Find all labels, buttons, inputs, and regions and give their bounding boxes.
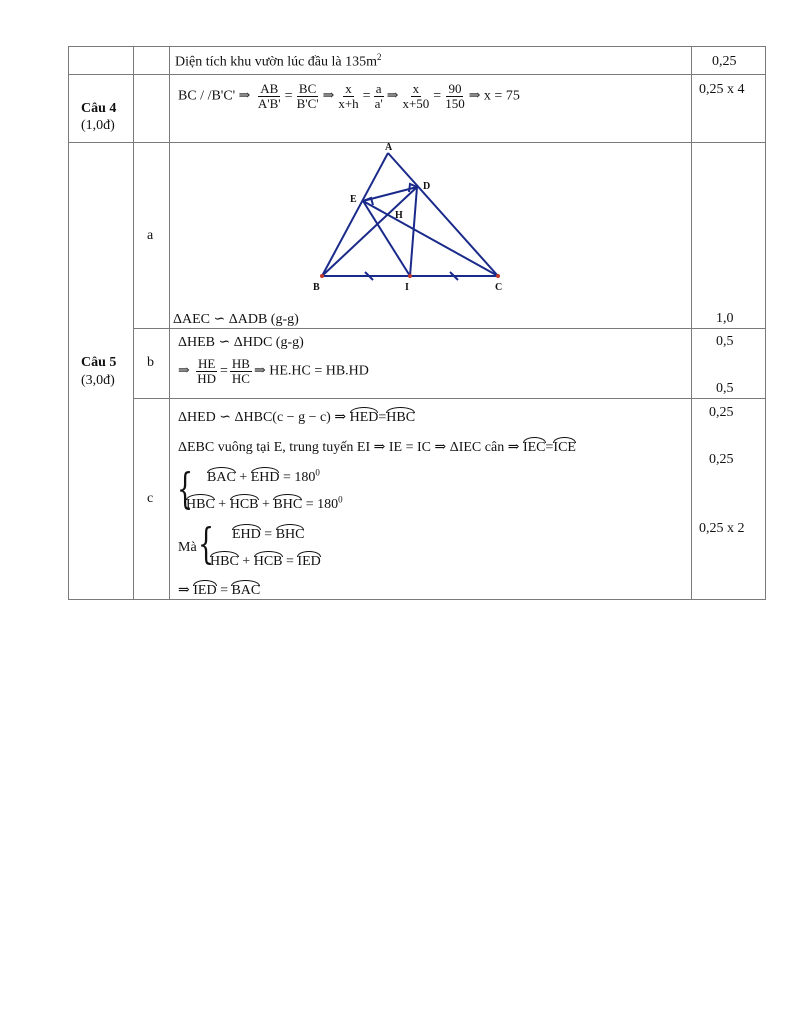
- angle-bac: BAC: [231, 580, 260, 599]
- angle-hcb: HCB: [230, 494, 259, 513]
- expr: = 180: [282, 470, 316, 485]
- eq-sign: =: [264, 527, 273, 542]
- part-c-line1: [178, 407, 415, 426]
- eq-sign: =: [286, 554, 294, 569]
- plus-sign: +: [262, 497, 270, 512]
- frac-a-a: [373, 82, 385, 111]
- angle-iec: IEC: [523, 437, 546, 456]
- frac-den: HD: [197, 371, 217, 386]
- frac-num: HB: [231, 356, 250, 371]
- score-question-4: 0,25 x 4: [699, 82, 745, 97]
- system-1-line1: [207, 467, 320, 486]
- frac-he-hd: [195, 357, 218, 386]
- eq-sign: =: [378, 410, 387, 425]
- part-c-line2: [178, 437, 576, 456]
- part-a-label: a: [147, 228, 154, 243]
- angle-ice: ICE: [553, 437, 576, 456]
- point-label-h: H: [395, 210, 403, 221]
- angle-hbc: HBC: [210, 551, 239, 570]
- eq-pre: BC / /B'C' ⇒: [178, 88, 251, 104]
- brace-system-2: {: [198, 519, 215, 568]
- system-2-line2: [210, 551, 321, 570]
- frac-den: 150: [445, 96, 465, 111]
- part-b-line1: ΔHEB ∽ ΔHDC (g-g): [178, 335, 304, 350]
- question-4-label: Câu 4: [81, 101, 117, 116]
- expr: ΔHED ∽ ΔHBC(c − g − c) ⇒: [178, 410, 347, 425]
- area-unit-sup: 2: [377, 52, 382, 62]
- frac-hb-hc: [230, 357, 252, 386]
- angle-ied: IED: [297, 551, 320, 570]
- point-label-d: D: [423, 181, 431, 192]
- table-border: [133, 46, 134, 600]
- score-part-c-2: 0,25: [709, 452, 734, 467]
- score-row1: 0,25: [712, 54, 737, 69]
- system-1-line2: [186, 494, 343, 513]
- angle-bhc: BHC: [276, 524, 305, 543]
- plus-sign: +: [239, 470, 248, 485]
- point-label-i: I: [405, 282, 409, 293]
- frac-num: a: [375, 81, 382, 96]
- eq-sign: =: [284, 88, 293, 104]
- table-border: [133, 398, 766, 399]
- frac-num: AB: [260, 81, 279, 96]
- eq-sign: =: [362, 88, 371, 104]
- plus-sign: +: [242, 554, 251, 569]
- angle-hbc: HBC: [186, 494, 215, 513]
- angle-hed: HED: [350, 407, 379, 426]
- angle-ehd: EHD: [232, 524, 261, 543]
- frac-den: HC: [231, 371, 250, 386]
- expr: ΔEBC vuông tại E, trung tuyến EI ⇒ IE = IC ⇒ ΔIEC cân ⇒: [178, 440, 520, 455]
- frac-num: HE: [197, 356, 216, 371]
- frac-x-x50: [400, 82, 431, 111]
- angle-ied: IED: [193, 580, 216, 599]
- frac-num: BC: [298, 81, 317, 96]
- table-border: [68, 46, 766, 47]
- table-border: [691, 46, 692, 600]
- score-part-b-2: 0,5: [716, 381, 734, 396]
- table-border: [169, 46, 170, 600]
- frac-num: x: [412, 81, 420, 96]
- angle-hcb: HCB: [254, 551, 283, 570]
- table-border: [68, 46, 69, 600]
- question-4-equation: [178, 82, 520, 111]
- implies-sign: ⇒: [178, 583, 190, 598]
- eq-tail: ⇒ x = 75: [468, 88, 520, 104]
- table-border: [68, 74, 766, 75]
- part-b-line2: [178, 357, 369, 386]
- row-area-text: [175, 52, 382, 71]
- frac-den: B'C': [296, 96, 319, 111]
- implies-sign: ⇒: [386, 88, 399, 104]
- table-border: [133, 328, 766, 329]
- plus-sign: +: [218, 497, 227, 512]
- question-4-points: (1,0đ): [81, 118, 115, 133]
- area-statement: Diện tích khu vườn lúc đầu là 135m: [175, 54, 378, 70]
- eq-sign: =: [220, 583, 228, 598]
- point-label-a: A: [385, 142, 393, 153]
- triangle-figure: [305, 140, 525, 300]
- brace-system-1: {: [177, 464, 194, 513]
- point-label-c: C: [495, 282, 503, 293]
- score-part-c-3: 0,25 x 2: [699, 521, 745, 536]
- score-part-c-1: 0,25: [709, 405, 734, 420]
- angle-bac: BAC: [207, 467, 236, 486]
- ma-label: Mà: [178, 540, 197, 555]
- frac-den: a': [374, 96, 383, 111]
- frac-ab: [256, 82, 283, 111]
- degree-sup: 0: [315, 467, 320, 478]
- eq-sign: =: [433, 88, 442, 104]
- question-5-points: (3,0đ): [81, 373, 115, 388]
- frac-90-150: [443, 82, 467, 111]
- eq-tail: ⇒ HE.HC = HB.HD: [253, 363, 369, 379]
- table-border: [68, 599, 766, 600]
- system-2-line1: [232, 524, 304, 543]
- frac-bc: [295, 82, 321, 111]
- frac-den: x+50: [402, 96, 430, 111]
- implies-sign: ⇒: [322, 88, 335, 104]
- point-label-b: B: [313, 282, 320, 293]
- implies-sign: ⇒: [178, 363, 190, 379]
- score-part-a: 1,0: [716, 311, 734, 326]
- angle-bhc: BHC: [273, 494, 302, 513]
- frac-x-xh: [336, 82, 360, 111]
- expr: = 180: [305, 497, 339, 512]
- angle-hbc: HBC: [386, 407, 415, 426]
- score-part-b-1: 0,5: [716, 334, 734, 349]
- point-label-e: E: [350, 194, 357, 205]
- part-c-conclusion: [178, 580, 260, 599]
- frac-num: 90: [448, 81, 462, 96]
- angle-ehd: EHD: [251, 467, 280, 486]
- question-5-label: Câu 5: [81, 355, 117, 370]
- degree-sup: 0: [338, 494, 343, 505]
- part-b-label: b: [147, 355, 154, 370]
- part-a-line1: ΔAEC ∽ ΔADB (g-g): [173, 312, 299, 327]
- eq-sign: =: [220, 363, 228, 379]
- frac-den: x+h: [338, 96, 359, 111]
- frac-num: x: [345, 81, 352, 96]
- eq-sign: =: [545, 440, 554, 455]
- part-c-label: c: [147, 491, 154, 506]
- table-border: [765, 46, 766, 600]
- frac-den: A'B': [257, 96, 281, 111]
